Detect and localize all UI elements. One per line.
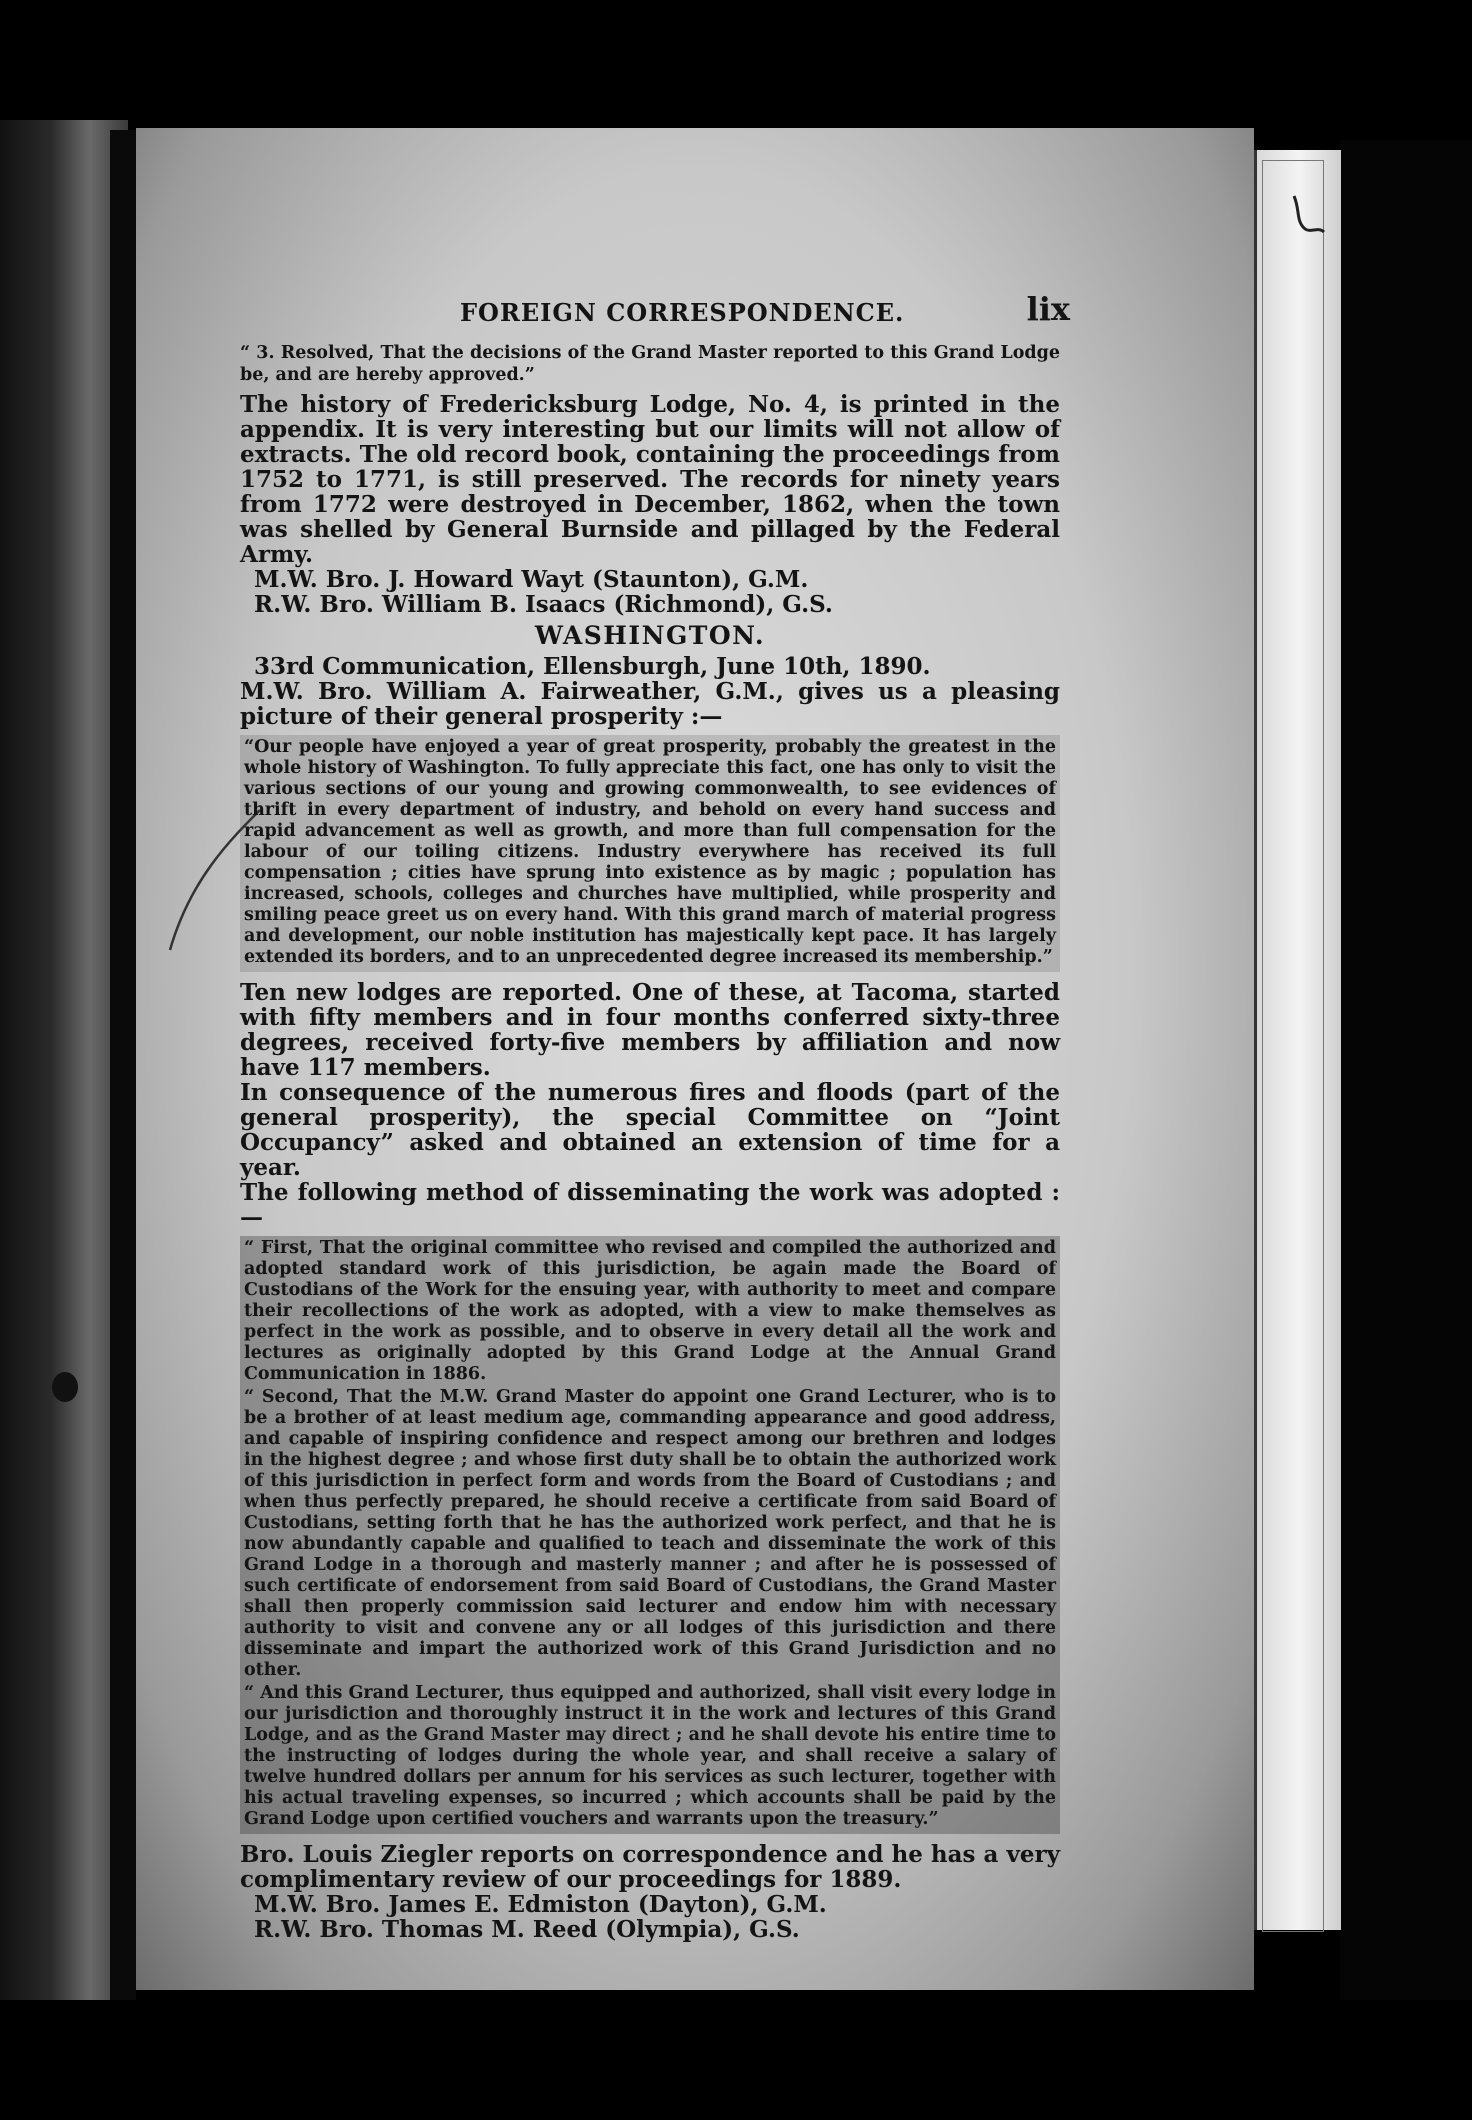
washington-grand-secretary: R.W. Bro. Thomas M. Reed (Olympia), G.S.: [254, 1916, 800, 1943]
new-lodges-paragraph: Ten new lodges are reported. One of these, at Tacoma, started with fifty members and in four months conferred sixty-three degrees, received forty-five members by affiliation and now have 117 members.: [240, 979, 1060, 1081]
prosperity-quote: [240, 735, 1060, 972]
washington-grand-master: M.W. Bro. James E. Edmiston (Dayton), G.M.: [254, 1891, 827, 1918]
right-dark-margin: [1340, 140, 1472, 2000]
running-title: FOREIGN CORRESPONDENCE.: [460, 298, 905, 327]
page-text: [240, 290, 1070, 1943]
history-paragraph: The history of Fredericksburg Lodge, No. 4, is printed in the appendix. It is very interesting but our limits will not allow of extracts. The old record book, containing the proceedings from 1752 to 1771, is still preserved. The records for ninety years from 1772 were destroyed in December, 1862, when the town was shelled by General Burnside and pillaged by the Federal Army.: [240, 391, 1060, 568]
method-intro: The following method of disseminating the work was adopted :—: [240, 1179, 1060, 1231]
fairweather-intro: M.W. Bro. William A. Fairweather, G.M., gives us a pleasing picture of their general prosperity :—: [240, 678, 1060, 730]
left-gutter-shadow: [110, 130, 136, 2000]
running-head: [240, 290, 1070, 334]
virginia-grand-secretary: R.W. Bro. William B. Isaacs (Richmond), G.S.: [254, 591, 833, 618]
resolution-quote: “ 3. Resolved, That the decisions of the Grand Master reported to this Grand Lodge be, and are hereby approved.”: [240, 343, 1060, 385]
method-third: “ And this Grand Lecturer, thus equipped and authorized, shall visit every lodge in our jurisdiction and thoroughly instruct it in the work and lectures of this Grand Lodge, and as the Grand Master may direct ; and he shall devote his entire time to the instructing of lodges during the whole year, and shall receive a salary of twelve hundred dollars per annum for his services as such lecturer, together with his actual traveling expenses, so incurred ; which accounts shall be paid by the Grand Lodge upon certified vouchers and warrants upon the treasury.”: [244, 1683, 1056, 1829]
section-heading: WASHINGTON.: [534, 621, 766, 650]
method-second: “ Second, That the M.W. Grand Master do appoint one Grand Lecturer, who is to be a brother of at least medium age, commanding appearance and good address, and capable of inspiring confidence and respect among our brethren and lodges in the highest degree ; and whose first duty shall be to obtain the authorized work of this jurisdiction in perfect form and words from the Board of Custodians ; and when thus perfectly prepared, he should receive a certificate from said Board of Custodians, setting forth that he has the authorized work perfect, and that he is now abundantly capable and qualified to teach and disseminate the work of this Grand Lodge in a thorough and masterly manner ; and after he is possessed of such certificate of endorsement from said Board of Custodians, the Grand Master shall then properly commission said lecturer and endow him with necessary authority to visit and convene any or all lodges of this jurisdiction and there disseminate and impart the authorized work of this Grand Jurisdiction and no other.: [244, 1387, 1056, 1680]
ziegler-paragraph: Bro. Louis Ziegler reports on correspondence and he has a very complimentary review of our proceedings for 1889.: [240, 1841, 1060, 1893]
margin-scribble: [1290, 190, 1330, 240]
page-number: lix: [1026, 290, 1070, 328]
virginia-grand-master: M.W. Bro. J. Howard Wayt (Staunton), G.M.: [254, 566, 809, 593]
method-quote: [240, 1236, 1060, 1834]
right-page-edge-border: [1262, 160, 1324, 1932]
communication-line: 33rd Communication, Ellensburgh, June 10th, 1890.: [254, 653, 931, 680]
fires-paragraph: In consequence of the numerous fires and floods (part of the general prosperity), the special Committee on “Joint Occupancy” asked and obtained an extension of time for a year.: [240, 1079, 1060, 1181]
left-book-edge: [0, 120, 128, 2000]
method-first: “ First, That the original committee who revised and compiled the authorized and adopted standard work of this jurisdiction, be again made the Board of Custodians of the Work for the ensuing year, with authority to meet and compare their recollections of the work as adopted, with a view to make themselves as perfect in the work as possible, and to observe in every detail all the work and lectures as originally adopted by this Grand Lodge at the Annual Grand Communication in 1886.: [244, 1238, 1056, 1384]
prosperity-quote-text: “Our people have enjoyed a year of great prosperity, probably the greatest in the whole history of Washington. To fully appreciate this fact, one has only to visit the various sections of our young and growing commonwealth, to see evidences of thrift in every department of industry, and behold on every hand success and rapid advancement as well as growth, and more than full compensation for the labour of our toiling citizens. Industry everywhere has received its full compensation ; cities have sprung into existence as by magic ; population has increased, schools, colleges and churches have multiplied, while prosperity and smiling peace greet us on every hand. With this grand march of material progress and development, our noble institution has majestically kept pace. It has largely extended its borders, and to an unprecedented degree increased its membership.”: [244, 737, 1056, 967]
ink-stain: [52, 1372, 78, 1402]
